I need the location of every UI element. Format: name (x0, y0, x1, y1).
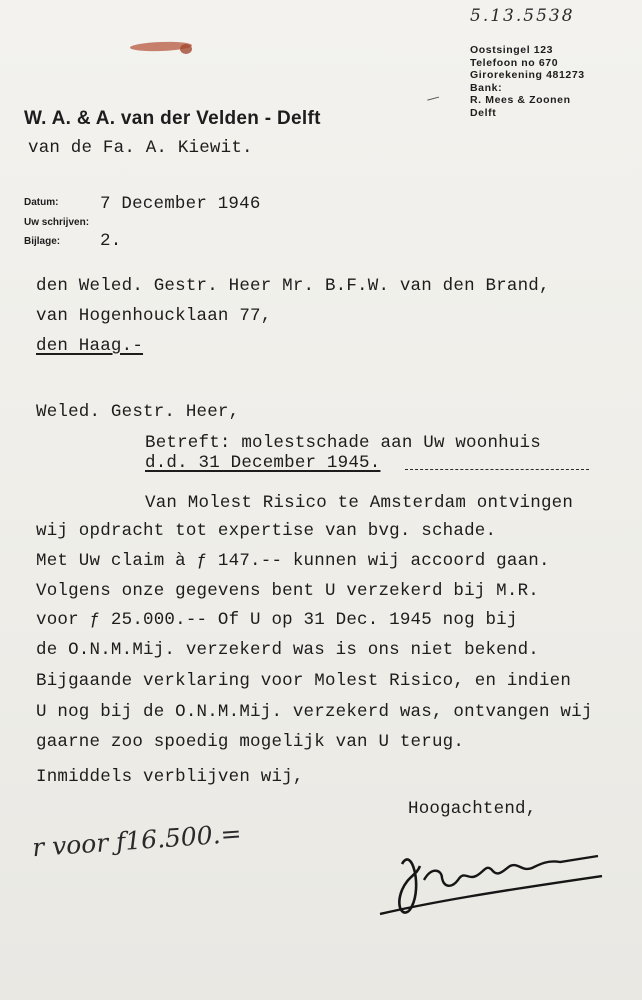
subject-dash-line (405, 469, 589, 470)
body-line-9: gaarne zoo spoedig mogelijk van U terug. (36, 732, 465, 752)
address-line: Delft (470, 106, 497, 119)
uw-schrijven-label: Uw schrijven: (24, 217, 90, 228)
datum-label: Datum: (24, 197, 59, 208)
address-line: Oostsingel 123 (470, 44, 554, 56)
salutation: Weled. Gestr. Heer, (36, 402, 240, 422)
letterhead-address (470, 44, 585, 120)
address-line: Telefoon no 670 (470, 56, 559, 69)
closing-line: Inmiddels verblijven wij, (36, 767, 304, 787)
firm-subtitle: van de Fa. A. Kiewit. (28, 138, 253, 158)
body-line-7: Bijgaande verklaring voor Molest Risico, en indien (36, 671, 572, 691)
ink-smudge-small (180, 44, 192, 54)
recipient-line-2: van Hogenhoucklaan 77, (36, 306, 272, 326)
bijlage-label: Bijlage: (24, 236, 61, 247)
body-line-1: Van Molest Risico te Amsterdam ontvingen (145, 493, 574, 513)
address-line: R. Mees & Zoonen (470, 94, 571, 107)
archive-number: 5.13.5538 (470, 6, 575, 26)
address-line: Bank: (470, 81, 503, 94)
address-line: Girorekening 481273 (470, 69, 585, 82)
subject-line-1: Betreft: molestschade aan Uw woonhuis (145, 433, 541, 453)
body-line-4: Volgens onze gegevens bent U verzekerd bij M.R. (36, 581, 539, 601)
signature-mark (372, 836, 606, 930)
body-line-5: voor ƒ 25.000.-- Of U op 31 Dec. 1945 nog bij (36, 610, 518, 630)
recipient-city: den Haag.- (36, 336, 144, 356)
body-line-8: U nog bij de O.N.M.Mij. verzekerd was, ontvangen wij (36, 702, 593, 722)
body-line-2: wij opdracht tot expertise van bvg. schade. (36, 521, 497, 541)
bijlage-value: 2. (100, 231, 122, 251)
datum-value: 7 December 1946 (100, 194, 261, 214)
firm-name: W. A. & A. van der Velden - Delft (24, 108, 321, 129)
body-line-6: de O.N.M.Mij. verzekerd was is ons niet bekend. (36, 640, 539, 660)
subject-line-2: d.d. 31 December 1945. (145, 453, 381, 473)
greeting: Hoogachtend, (408, 799, 537, 819)
recipient-line-1: den Weled. Gestr. Heer Mr. B.F.W. van den Brand, (36, 276, 550, 296)
body-line-3: Met Uw claim à ƒ 147.-- kunnen wij accoord gaan. (36, 551, 550, 571)
handwritten-note: r voor ƒ16.500.= (31, 818, 243, 863)
pencil-mark (427, 97, 440, 107)
